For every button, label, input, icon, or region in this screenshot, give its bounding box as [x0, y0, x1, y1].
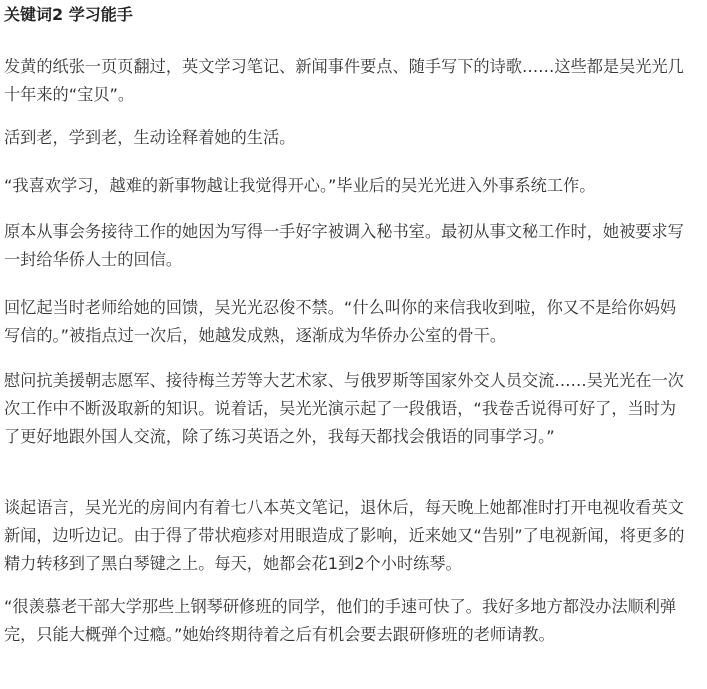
paragraph-1: 发黄的纸张一页页翻过，英文学习笔记、新闻事件要点、随手写下的诗歌……这些都是吴光光几十年来的“宝贝”。	[4, 57, 684, 104]
paragraph-5: 回忆起当时老师给她的回馈，吴光光忍俊不禁。“什么叫你的来信我收到啦，你又不是给你妈妈写信的。”被指点过一次后，她越发成熟，逐渐成为华侨办公室的骨干。	[4, 298, 677, 345]
paragraph-6: 慰问抗美援朝志愿军、接待梅兰芳等大艺术家、与俄罗斯等国家外交人员交流……吴光光在一次次工作中不断汲取新的知识。说着话，吴光光演示起了一段俄语，“我卷舌说得可好了，当时为了更好地跟外国人交流，除了练习英语之外，我每天都找会俄语的同事学习。”	[4, 371, 684, 446]
paragraph-8: “很羡慕老干部大学那些上钢琴研修班的同学，他们的手速可快了。我好多地方都没办法顺利弹完，只能大概弹个过瘾。”她始终期待着之后有机会要去跟研修班的老师请教。	[4, 597, 677, 644]
paragraph-7: 谈起语言，吴光光的房间内有着七八本英文笔记，退休后，每天晚上她都准时打开电视收看英文新闻，边听边记。由于得了带状疱疹对用眼造成了影响，近来她又“告别”了电视新闻，将更多的精力转移到了黑白琴键之上。每天，她都会花1到2个小时练琴。	[4, 498, 685, 573]
paragraph-3: “我喜欢学习，越难的新事物越让我觉得开心。”毕业后的吴光光进入外事系统工作。	[4, 176, 596, 195]
paragraph-4: 原本从事会务接待工作的她因为写得一手好字被调入秘书室。最初从事文秘工作时，她被要求写一封给华侨人士的回信。	[4, 222, 684, 269]
section-title: 关键词2 学习能手	[4, 5, 133, 24]
paragraph-2: 活到老，学到老，生动诠释着她的生活。	[4, 128, 296, 147]
